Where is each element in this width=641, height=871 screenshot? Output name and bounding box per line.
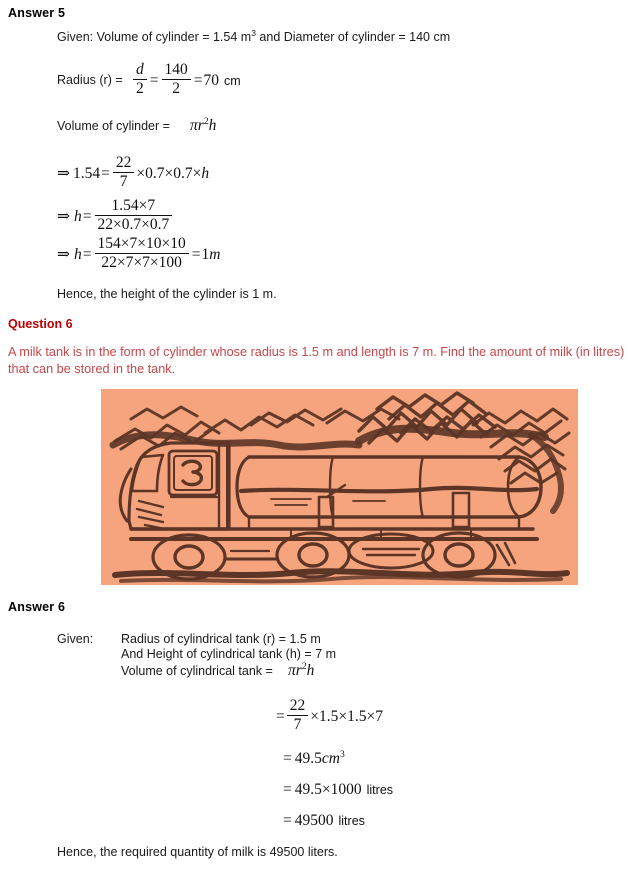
question-6-heading: Question 6 bbox=[8, 317, 73, 331]
eq3-variable: h bbox=[74, 246, 82, 264]
step2-unit: cm bbox=[321, 750, 340, 767]
h-symbol: h bbox=[208, 117, 217, 134]
answer-6-given-line-1: Radius of cylindrical tank (r) = 1.5 m bbox=[121, 632, 321, 646]
answer-5-given-line bbox=[57, 27, 451, 45]
milk-tanker-drawing bbox=[101, 389, 578, 585]
step3-unit: litres bbox=[366, 783, 394, 797]
step4-equals: = bbox=[283, 812, 292, 829]
fraction-154x7-over-22x07x07: $\frac{1.54\times 7}{22\times 0.7\times 0.7}$ bbox=[95, 198, 173, 233]
eq1-variable: h bbox=[201, 165, 210, 183]
radius-unit: cm bbox=[224, 74, 241, 89]
step2-equals: = bbox=[283, 750, 292, 767]
r-exponent: 2 bbox=[301, 660, 307, 672]
volume-formula-label: Volume of cylinder = bbox=[57, 119, 170, 133]
eq3-tail-value: 1 bbox=[201, 246, 210, 264]
eq3-tail-unit: m bbox=[209, 246, 221, 264]
implies-arrow-2: ⇒ bbox=[57, 208, 70, 226]
fraction-22-over-7-b: $\frac{22}{7}$ bbox=[287, 698, 309, 733]
eq3-tail-equals: = bbox=[191, 246, 201, 264]
step1-rest: ×1.5×1.5×7 bbox=[310, 708, 383, 726]
eq1-rest: ×0.7×0.7× bbox=[136, 165, 202, 183]
fraction-154x7x10x10-over-22x7x7x100: $\frac{154\times 7\times 10\times 10}{22\times 7\times 7\times 100}$ bbox=[95, 236, 189, 271]
answer-6-volume-math bbox=[288, 662, 314, 680]
fraction-140-over-2: $\frac{140}{2}$ bbox=[162, 62, 191, 97]
answer-6-step-2 bbox=[283, 750, 345, 768]
equation-step-3 bbox=[57, 235, 221, 273]
step2-exponent: 3 bbox=[339, 748, 345, 760]
answer-6-step-1 bbox=[276, 697, 383, 735]
implies-arrow-1: ⇒ bbox=[57, 165, 70, 183]
step3-value: 49.5×1000 bbox=[294, 781, 362, 798]
step2-value: 49.5 bbox=[294, 750, 322, 767]
answer-6-heading: Answer 6 bbox=[8, 600, 66, 614]
answer-6-given-label: Given: bbox=[57, 632, 94, 646]
answer-6-volume-label: Volume of cylindrical tank = bbox=[121, 664, 273, 678]
radius-label: Radius (r) = bbox=[57, 73, 123, 87]
given-superscript: 3 bbox=[251, 27, 256, 38]
question-6-text: A milk tank is in the form of cylinder whose radius is 1.5 m and length is 7 m. Find the amount of milk (in litres) that can be stored in the tank. bbox=[8, 345, 625, 376]
fraction-d-over-2: $\frac{d}{2}$ bbox=[133, 62, 147, 97]
pi-symbol: π bbox=[288, 662, 296, 679]
answer-6-step-3 bbox=[283, 781, 393, 799]
radius-equation bbox=[131, 61, 241, 99]
given-text-after: and Diameter of cylinder = 140 cm bbox=[255, 30, 451, 44]
step1-equals: = bbox=[276, 708, 285, 726]
r-exponent: 2 bbox=[203, 115, 209, 127]
implies-arrow-3: ⇒ bbox=[57, 246, 70, 264]
answer-5-conclusion: Hence, the height of the cylinder is 1 m. bbox=[57, 287, 277, 301]
equation-step-2 bbox=[57, 197, 174, 235]
equals-sign-2: = bbox=[193, 72, 203, 90]
step4-unit: litres bbox=[338, 814, 365, 828]
r-symbol: r bbox=[197, 117, 204, 134]
step4-value: 49500 bbox=[294, 812, 334, 829]
h-symbol: h bbox=[306, 662, 315, 679]
equals-sign-1: = bbox=[149, 72, 159, 90]
step3-equals: = bbox=[283, 781, 292, 798]
eq1-lhs: 1.54 bbox=[73, 165, 101, 183]
fraction-22-over-7-a: $\frac{22}{7}$ bbox=[113, 155, 135, 190]
radius-result: 70 bbox=[203, 72, 219, 90]
volume-formula-math bbox=[190, 117, 216, 135]
answer-6-step-4 bbox=[283, 812, 365, 830]
eq3-equals: = bbox=[82, 246, 92, 264]
eq2-variable: h bbox=[74, 208, 82, 226]
pi-symbol: π bbox=[190, 117, 198, 134]
answer-6-conclusion: Hence, the required quantity of milk is 49500 liters. bbox=[57, 845, 338, 859]
equation-step-1 bbox=[57, 154, 210, 192]
milk-tanker-illustration bbox=[101, 389, 578, 585]
eq2-equals: = bbox=[82, 208, 92, 226]
answer-5-heading: Answer 5 bbox=[8, 6, 66, 20]
r-symbol: r bbox=[295, 662, 302, 679]
answer-6-given-line-2: And Height of cylindrical tank (h) = 7 m bbox=[121, 647, 337, 661]
eq1-equals: = bbox=[101, 165, 110, 183]
given-text-before: Given: Volume of cylinder = 1.54 m bbox=[57, 30, 252, 44]
